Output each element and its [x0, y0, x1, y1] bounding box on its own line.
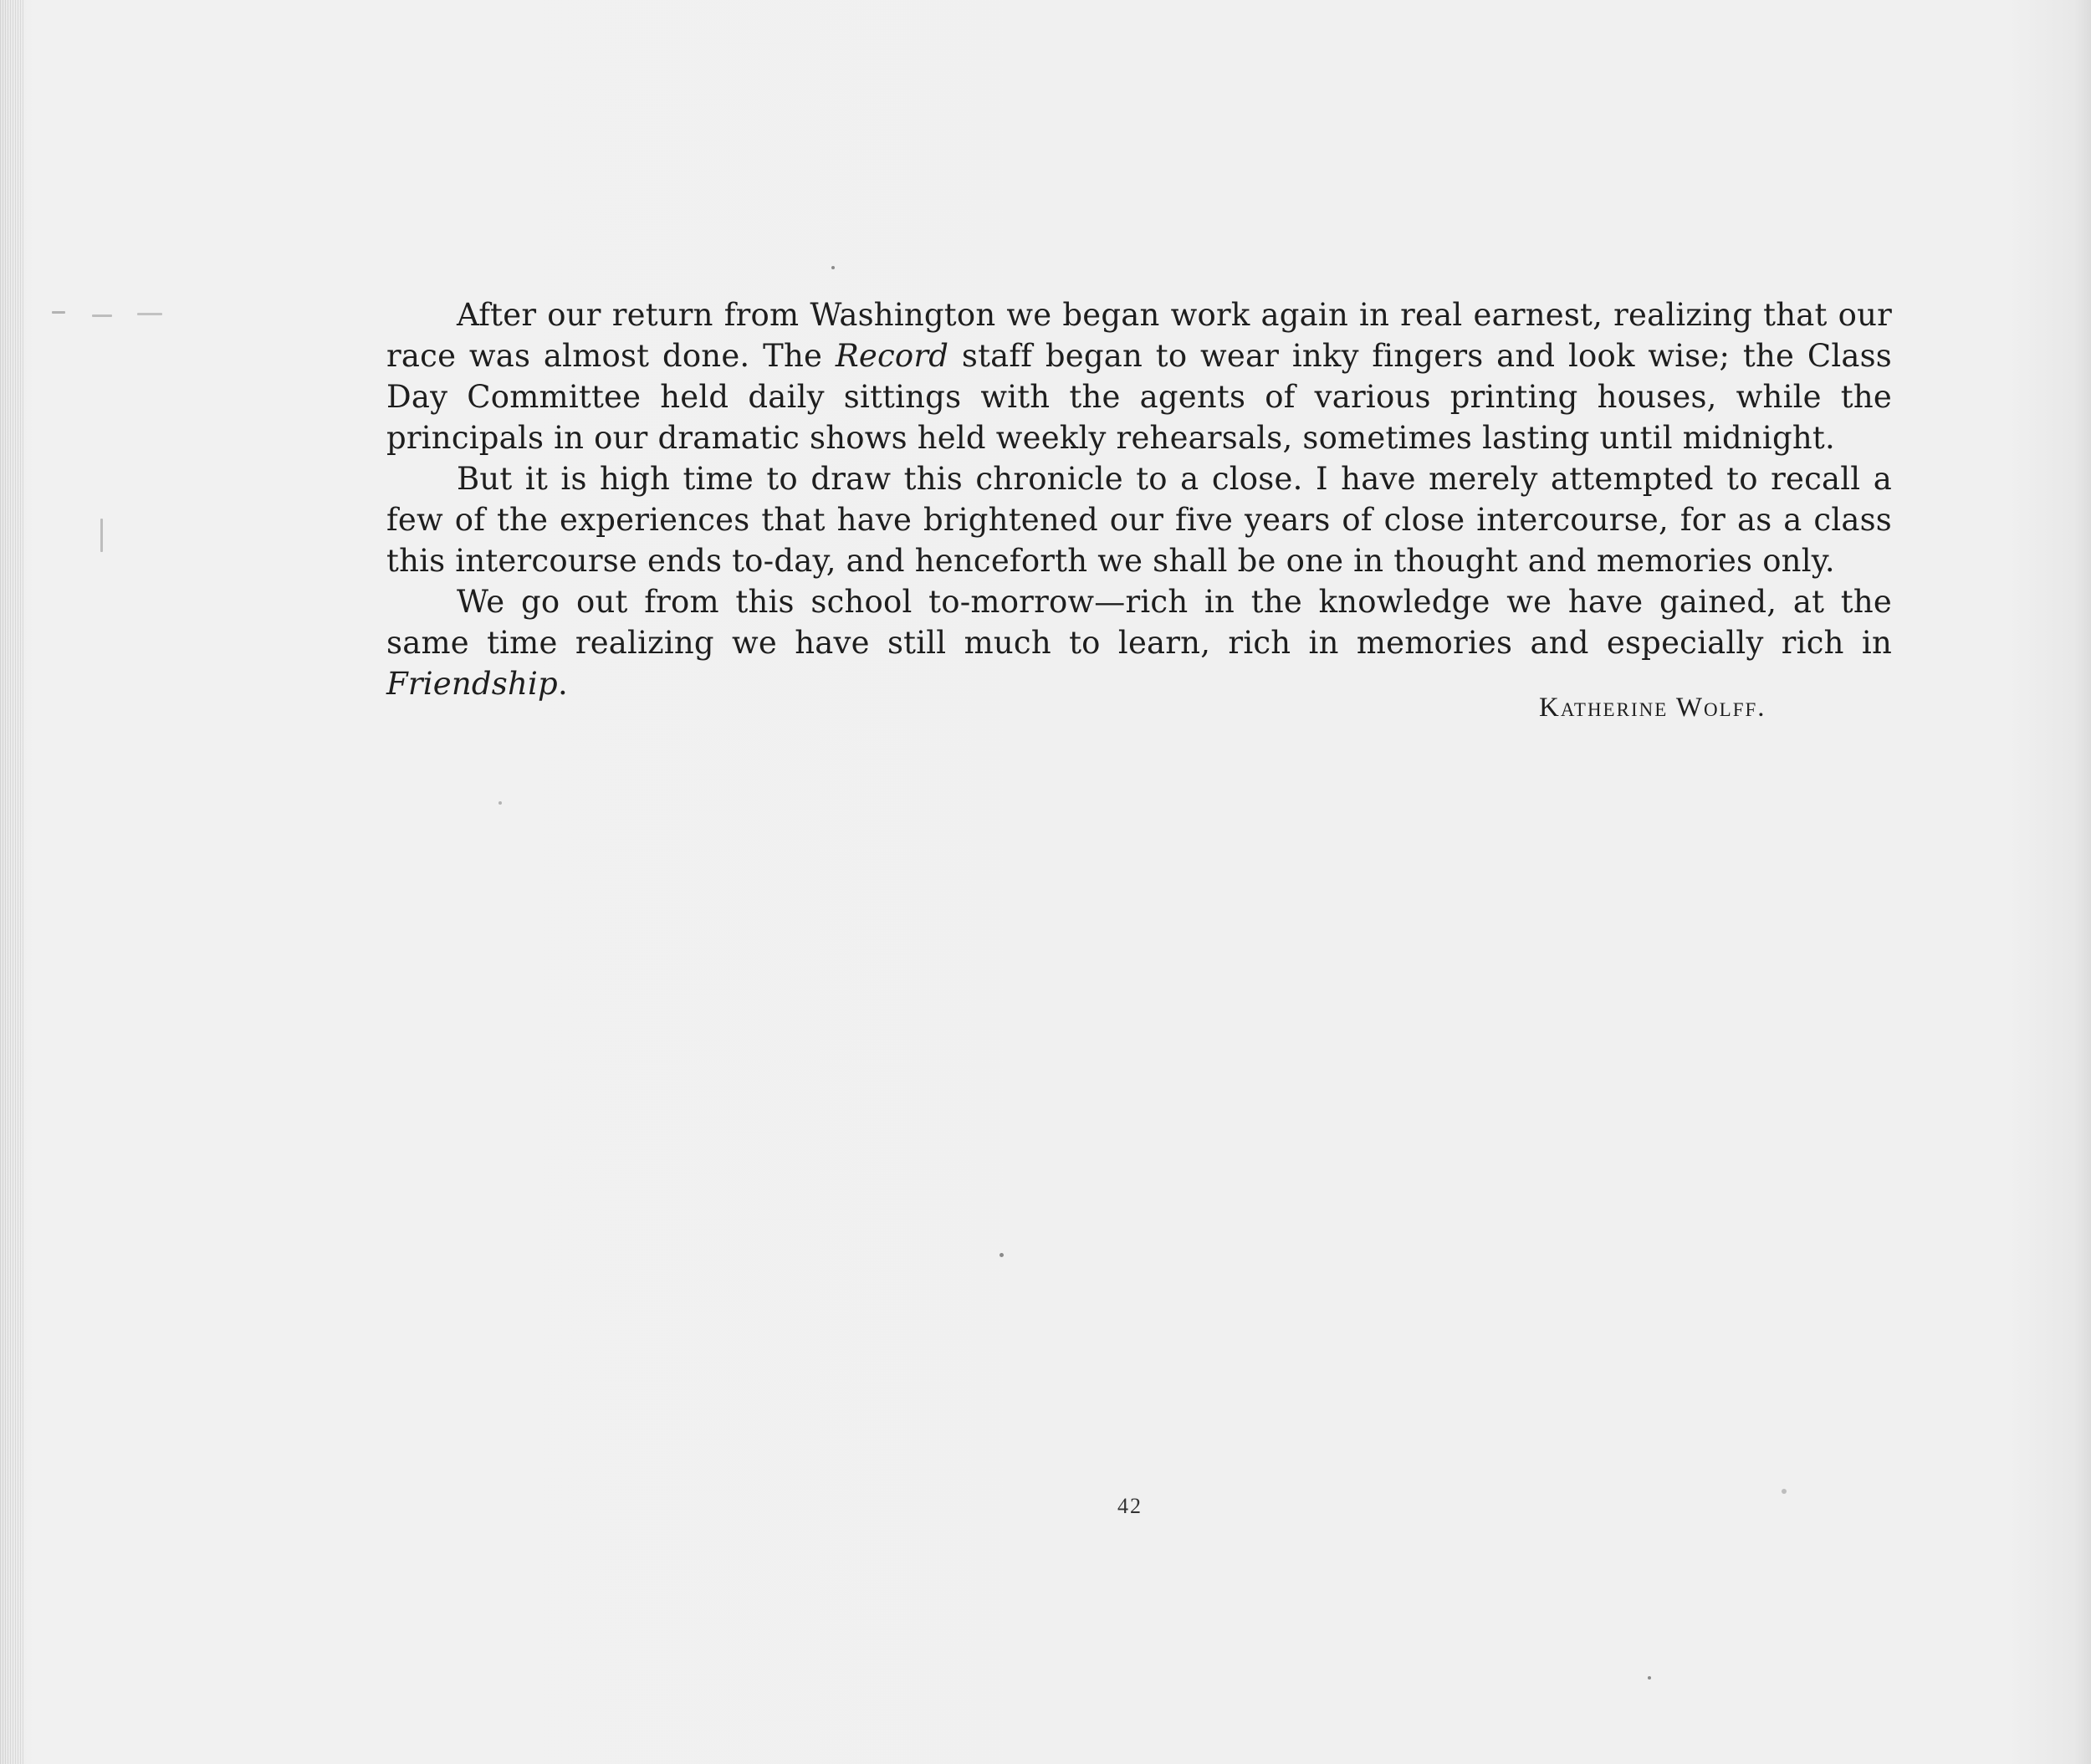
paragraph-3-text-after: . — [557, 666, 568, 702]
paragraph-3-italic-friendship: Friendship — [386, 666, 558, 702]
paragraph-3 — [386, 581, 1892, 704]
paragraph-1-text-before: After our return from Washington we began work again in real earnest, realizing that our race was almost done. The — [386, 297, 1892, 374]
page-binding-edge — [0, 0, 23, 1764]
scan-speck — [1782, 1489, 1787, 1494]
paragraph-3-text-before: We go out from this school to-morrow—rich in the knowledge we have gained, at the same time realizing we have still much to learn, rich in memories and especially rich in — [386, 584, 1892, 661]
body-text — [386, 294, 1892, 704]
scan-speck — [92, 314, 112, 317]
author-signature: Katherine Wolff. — [1539, 693, 1766, 723]
scan-speck — [999, 1253, 1004, 1257]
scan-speck — [1648, 1676, 1651, 1680]
paragraph-1-text-after: staff began to wear inky fingers and look wise; the Class Day Committee held daily sittings with the agents of various printing houses, while the principals in our dramatic shows held weekly rehearsals, sometimes lasting until midnight. — [386, 338, 1892, 456]
paragraph-1 — [386, 294, 1892, 458]
page-number: 42 — [1117, 1494, 1143, 1518]
scan-speck — [100, 519, 103, 552]
paragraph-1-italic-record: Record — [835, 338, 949, 374]
scan-speck — [498, 801, 502, 805]
scan-speck — [137, 313, 162, 315]
paragraph-2-text: But it is high time to draw this chronicle to a close. I have merely attempted to recall a few of the experiences that have brightened our five years of close intercourse, for as a class this intercourse ends to-day, and henceforth we shall be one in thought and memories only. — [386, 461, 1892, 579]
paragraph-2 — [386, 458, 1892, 581]
scan-speck — [831, 266, 835, 269]
scan-speck — [52, 311, 65, 314]
